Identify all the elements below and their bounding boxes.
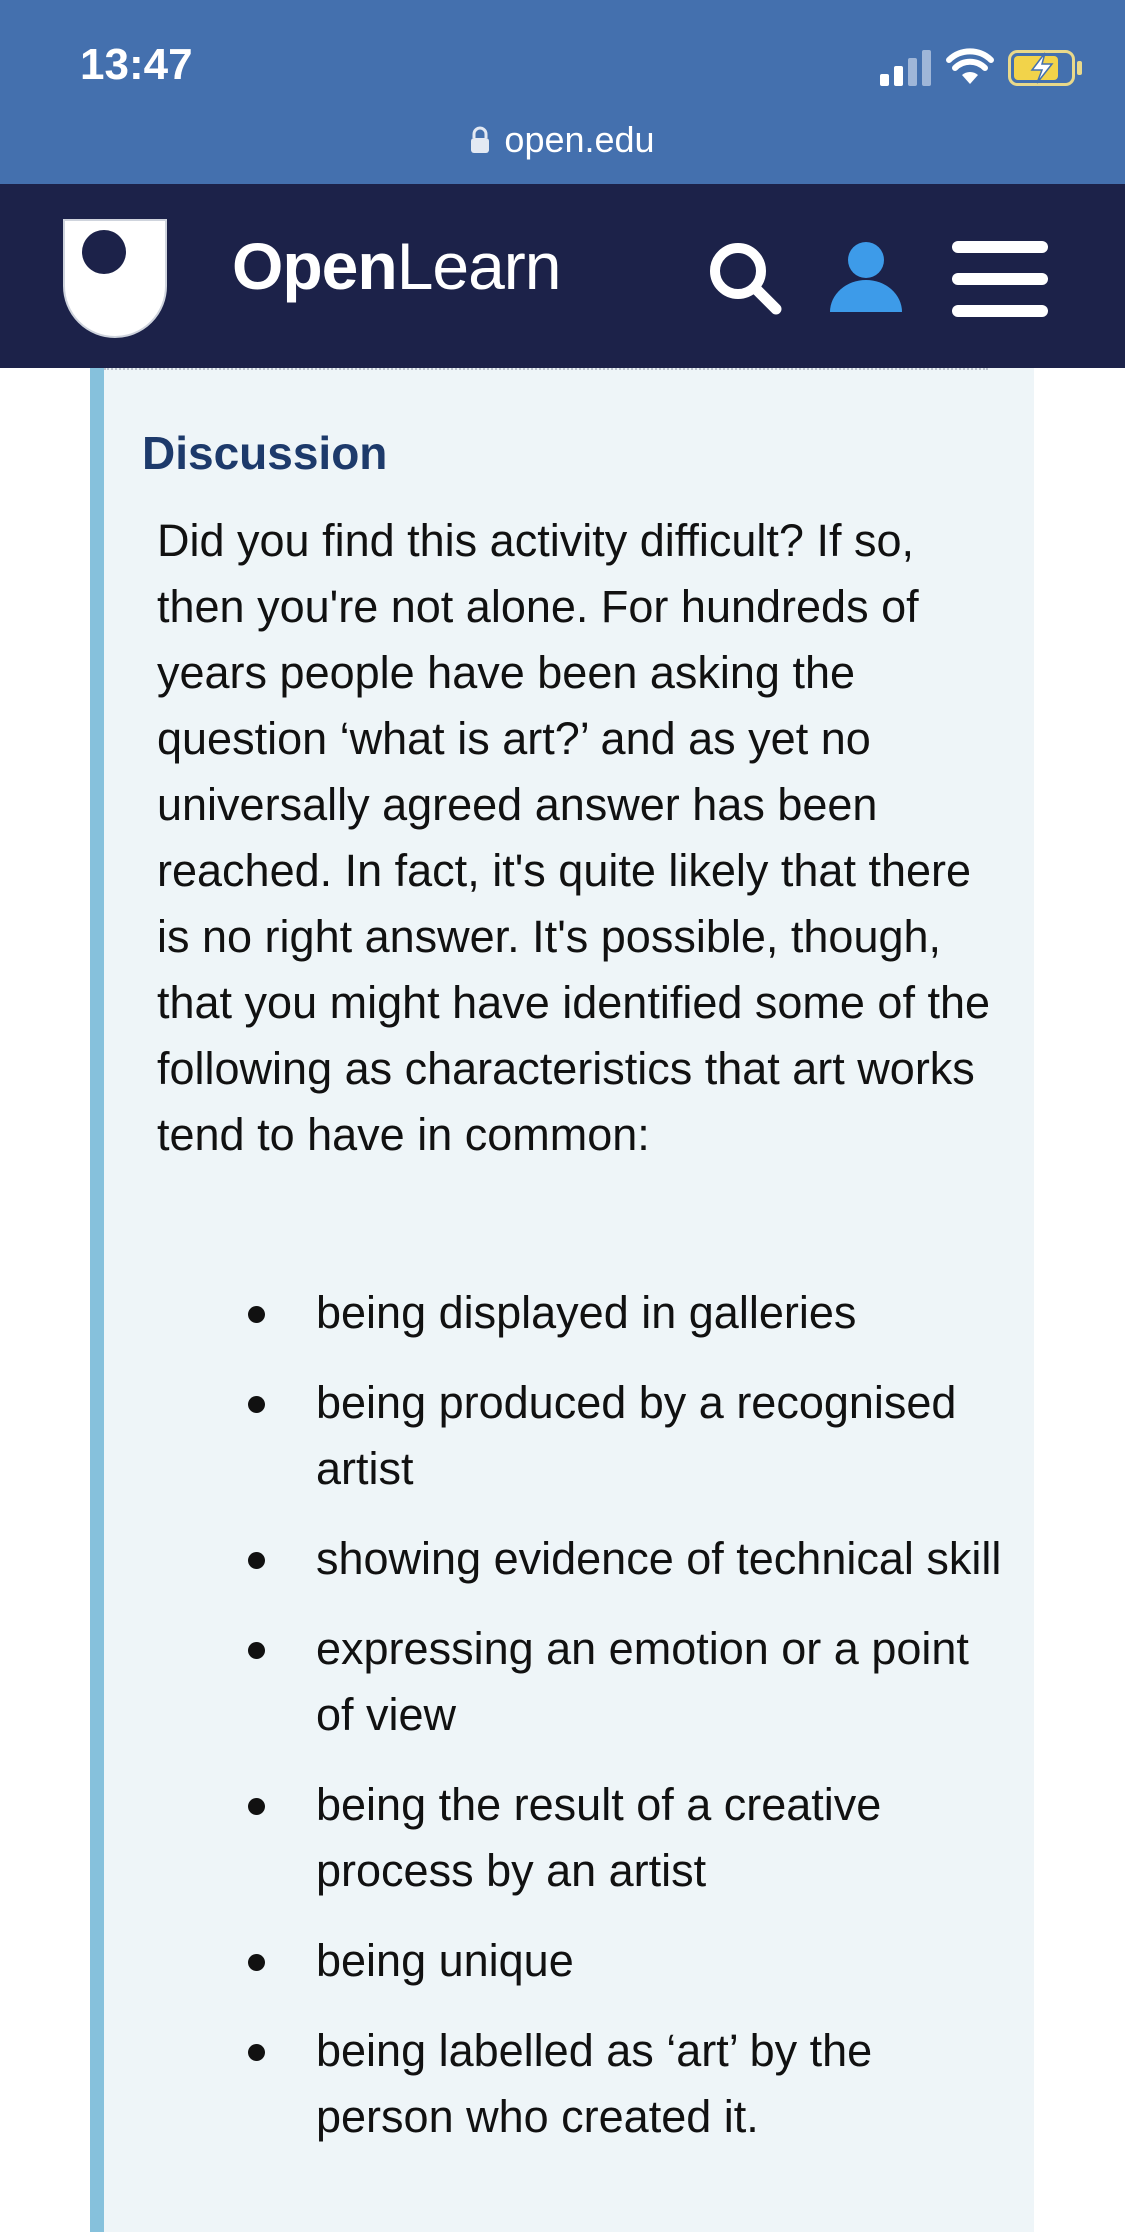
signal-icon (880, 50, 932, 86)
bullet-icon (248, 1306, 265, 1323)
lock-icon (470, 126, 490, 154)
status-bar (0, 0, 1125, 184)
brand-wordmark[interactable] (232, 228, 561, 304)
bullet-icon (248, 1552, 265, 1569)
list-item-text: being displayed in galleries (316, 1287, 857, 1338)
list-item (157, 1928, 1017, 1994)
status-time: 13:47 (80, 40, 193, 89)
list-item (157, 1772, 1017, 1904)
battery-charging-icon (1008, 50, 1084, 86)
brand-light: Learn (396, 229, 561, 303)
discussion-body: Did you find this activity difficult? If so, then you're not alone. For hundreds of years people have been asking the question ‘what is art?’ and as yet no universally agreed answer has been reached. In fact, it's quite likely that there is no right answer. It's possible, though, that you might have identified some of the following as characteristics that art works tend to have in common: (157, 515, 991, 1160)
list-item-text: being unique (316, 1935, 574, 1986)
user-icon[interactable] (830, 240, 902, 312)
bullet-icon (248, 2044, 265, 2061)
list-item (157, 1370, 1017, 1502)
list-item-text: being the result of a creative process by an artist (316, 1779, 882, 1896)
list-item (157, 1526, 1017, 1592)
brand-bold: Open (232, 229, 397, 303)
url-text: open.edu (504, 119, 655, 160)
list-item-text: showing evidence of technical skill (316, 1533, 1002, 1584)
url-bar[interactable] (0, 118, 1125, 162)
bullet-icon (248, 1798, 265, 1815)
site-header (0, 184, 1125, 368)
bullet-icon (248, 1396, 265, 1413)
list-item (157, 2018, 1017, 2150)
bullet-icon (248, 1954, 265, 1971)
wifi-icon (946, 48, 994, 86)
discussion-heading: Discussion (142, 427, 388, 479)
bullet-icon (248, 1642, 265, 1659)
list-item-text: being labelled as ‘art’ by the person who created it. (316, 2025, 873, 2142)
list-item-text: being produced by a recognised artist (316, 1377, 957, 1494)
ou-shield-logo[interactable] (60, 216, 170, 342)
menu-icon[interactable] (952, 239, 1048, 319)
list-item (157, 1616, 1017, 1748)
panel-divider (104, 368, 988, 372)
list-item (157, 1280, 1017, 1346)
characteristics-list (157, 1280, 1017, 2174)
list-item-text: expressing an emotion or a point of view (316, 1623, 969, 1740)
search-icon[interactable] (706, 239, 784, 317)
